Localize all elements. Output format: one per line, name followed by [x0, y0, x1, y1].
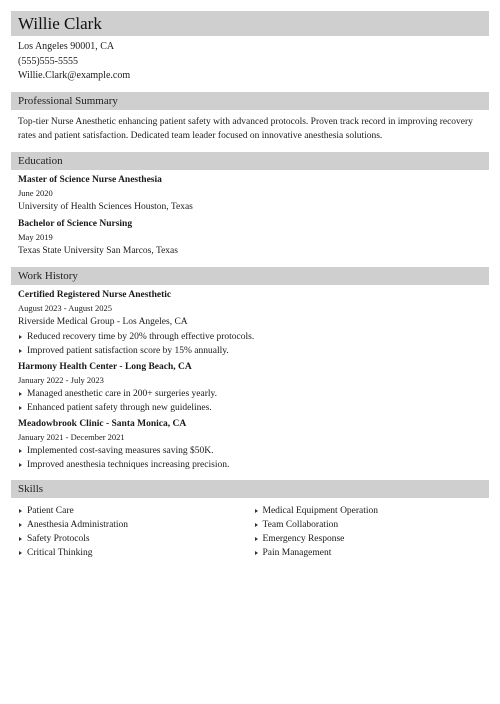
education-entry: [18, 174, 489, 215]
list-item: Critical Thinking: [18, 546, 254, 560]
list-item: Implemented cost-saving measures saving $50K.: [18, 444, 489, 458]
degree-name: Master of Science Nurse Anesthesia: [18, 174, 162, 185]
job-bullets: [18, 330, 489, 358]
bullet-icon: [19, 349, 22, 353]
name-header: [11, 11, 489, 36]
job-bullets: [18, 387, 489, 415]
bullet-icon: [255, 523, 258, 527]
list-item: Improved patient satisfaction score by 15% annually.: [18, 344, 489, 358]
bullet-icon: [19, 523, 22, 527]
education-list: [11, 174, 489, 259]
list-item: Team Collaboration: [254, 518, 490, 532]
degree-date: June 2020: [18, 187, 53, 198]
list-item: Reduced recovery time by 20% through effective protocols.: [18, 330, 489, 344]
education-title: Education: [18, 154, 63, 167]
work-entry: [18, 418, 489, 472]
bullet-icon: [19, 463, 22, 467]
bullet-icon: [19, 335, 22, 339]
list-item: Managed anesthetic care in 200+ surgeries yearly.: [18, 387, 489, 401]
work-header: [11, 267, 489, 285]
bullet-icon: [19, 392, 22, 396]
school-name: University of Health Sciences Houston, Texas: [18, 201, 193, 212]
job-role: Certified Registered Nurse Anesthetic: [18, 289, 172, 300]
candidate-name: Willie Clark: [18, 13, 102, 33]
skills-title: Skills: [18, 482, 44, 495]
contact-email: Willie.Clark@example.com: [18, 70, 131, 81]
job-employer: Riverside Medical Group - Los Angeles, CA: [18, 316, 188, 327]
bullet-icon: [19, 509, 22, 513]
work-list: [11, 289, 489, 472]
bullet-icon: [255, 509, 258, 513]
job-bullets: [18, 444, 489, 472]
job-role: Harmony Health Center - Long Beach, CA: [18, 361, 192, 372]
bullet-icon: [19, 449, 22, 453]
school-name: Texas State University San Marcos, Texas: [18, 245, 178, 256]
job-date: August 2023 - August 2025: [18, 302, 112, 313]
education-header: [11, 152, 489, 170]
list-item: Emergency Response: [254, 532, 490, 546]
list-item: Anesthesia Administration: [18, 518, 254, 532]
skills-column-left: [18, 504, 254, 560]
bullet-icon: [19, 551, 22, 555]
job-date: January 2021 - December 2021: [18, 431, 125, 442]
summary-title: Professional Summary: [18, 94, 118, 107]
skills-column-right: [254, 504, 490, 560]
job-date: January 2022 - July 2023: [18, 374, 104, 385]
list-item: Safety Protocols: [18, 532, 254, 546]
bullet-icon: [19, 537, 22, 541]
skills-header: [11, 480, 489, 498]
skills-list: [11, 504, 489, 560]
contact-address: Los Angeles 90001, CA: [18, 41, 115, 52]
bullet-icon: [255, 537, 258, 541]
work-entry: [18, 361, 489, 415]
contact-phone: (555)555-5555: [18, 55, 78, 67]
list-item: Enhanced patient safety through new guidelines.: [18, 401, 489, 415]
list-item: Improved anesthesia techniques increasing precision.: [18, 458, 489, 472]
list-item: Pain Management: [254, 546, 490, 560]
bullet-icon: [255, 551, 258, 555]
work-entry: [18, 289, 489, 358]
summary-text: Top-tier Nurse Anesthetic enhancing patient safety with advanced protocols. Proven track record in improving recovery rates and patient satisfaction. Dedicated team leader focused on innovative anesthesia solutions.: [18, 116, 473, 141]
work-title: Work History: [18, 269, 78, 282]
job-role: Meadowbrook Clinic - Santa Monica, CA: [18, 418, 187, 429]
education-entry: [18, 218, 489, 259]
list-item: Patient Care: [18, 504, 254, 518]
summary-header: [11, 92, 489, 110]
degree-date: May 2019: [18, 231, 53, 242]
degree-name: Bachelor of Science Nursing: [18, 218, 133, 229]
bullet-icon: [19, 406, 22, 410]
list-item: Medical Equipment Operation: [254, 504, 490, 518]
contact-info: [11, 40, 489, 84]
